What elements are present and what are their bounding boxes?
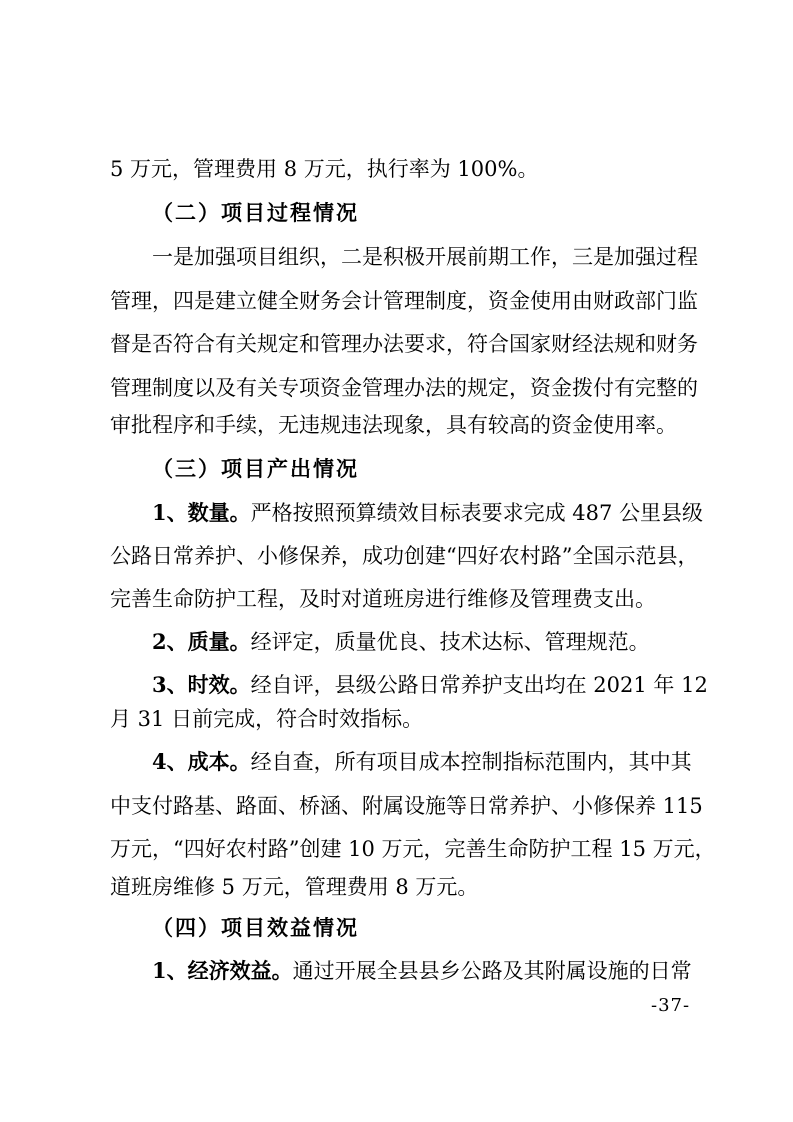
paragraph-line: 公路日常养护、小修保养，成功创建“四好农村路”全国示范县， [110,544,699,568]
section-heading: （三）项目产出情况 [152,456,359,481]
item-text: 经评定，质量优良、技术达标、管理规范。 [250,630,650,654]
item-text: 严格按照预算绩效目标表要求完成 487 公里县级 [250,501,704,525]
paragraph-line [152,670,708,700]
paragraph-line: 万元，“四好农村路”创建 10 万元，完善生命防护工程 15 万元， [110,837,716,861]
paragraph-line: 中支付路基、路面、桥涵、附属设施等日常养护、小修保养 115 [110,794,703,818]
paragraph-line [152,627,650,657]
paragraph-line: 督是否符合有关规定和管理办法要求，符合国家财经法规和财务 [110,332,698,356]
item-lead: 3、时效。 [152,672,251,697]
item-text: 经自评，县级公路日常养护支出均在 2021 年 12 [250,673,708,697]
section-heading: （四）项目效益情况 [152,915,359,940]
item-lead: 1、数量。 [152,500,251,525]
paragraph-line: 管理，四是建立健全财务会计管理制度，资金使用由财政部门监 [110,289,698,313]
section-heading: （二）项目过程情况 [152,200,359,225]
paragraph-line [152,498,704,528]
paragraph-line: 一是加强项目组织，二是积极开展前期工作，三是加强过程 [152,245,698,269]
paragraph-line: 道班房维修 5 万元，管理费用 8 万元。 [110,875,479,899]
item-lead: 1、经济效益。 [152,958,293,983]
paragraph-line: 管理制度以及有关专项资金管理办法的规定，资金拨付有完整的 [110,376,698,400]
item-lead: 2、质量。 [152,629,251,654]
paragraph-line: 5 万元，管理费用 8 万元，执行率为 100%。 [110,157,539,181]
paragraph-line: 月 31 日前完成，符合时效指标。 [110,707,424,731]
paragraph-line: 完善生命防护工程，及时对道班房进行维修及管理费支出。 [110,587,656,611]
item-text: 经自查，所有项目成本控制指标范围内，其中其 [250,750,692,774]
item-text: 通过开展全县县乡公路及其附属设施的日常 [292,959,692,983]
paragraph-line [152,747,692,777]
paragraph-line [152,956,692,986]
item-lead: 4、成本。 [152,749,251,774]
paragraph-line: 审批程序和手续，无违规违法现象，具有较高的资金使用率。 [110,413,677,437]
page-number: -37- [651,995,691,1016]
